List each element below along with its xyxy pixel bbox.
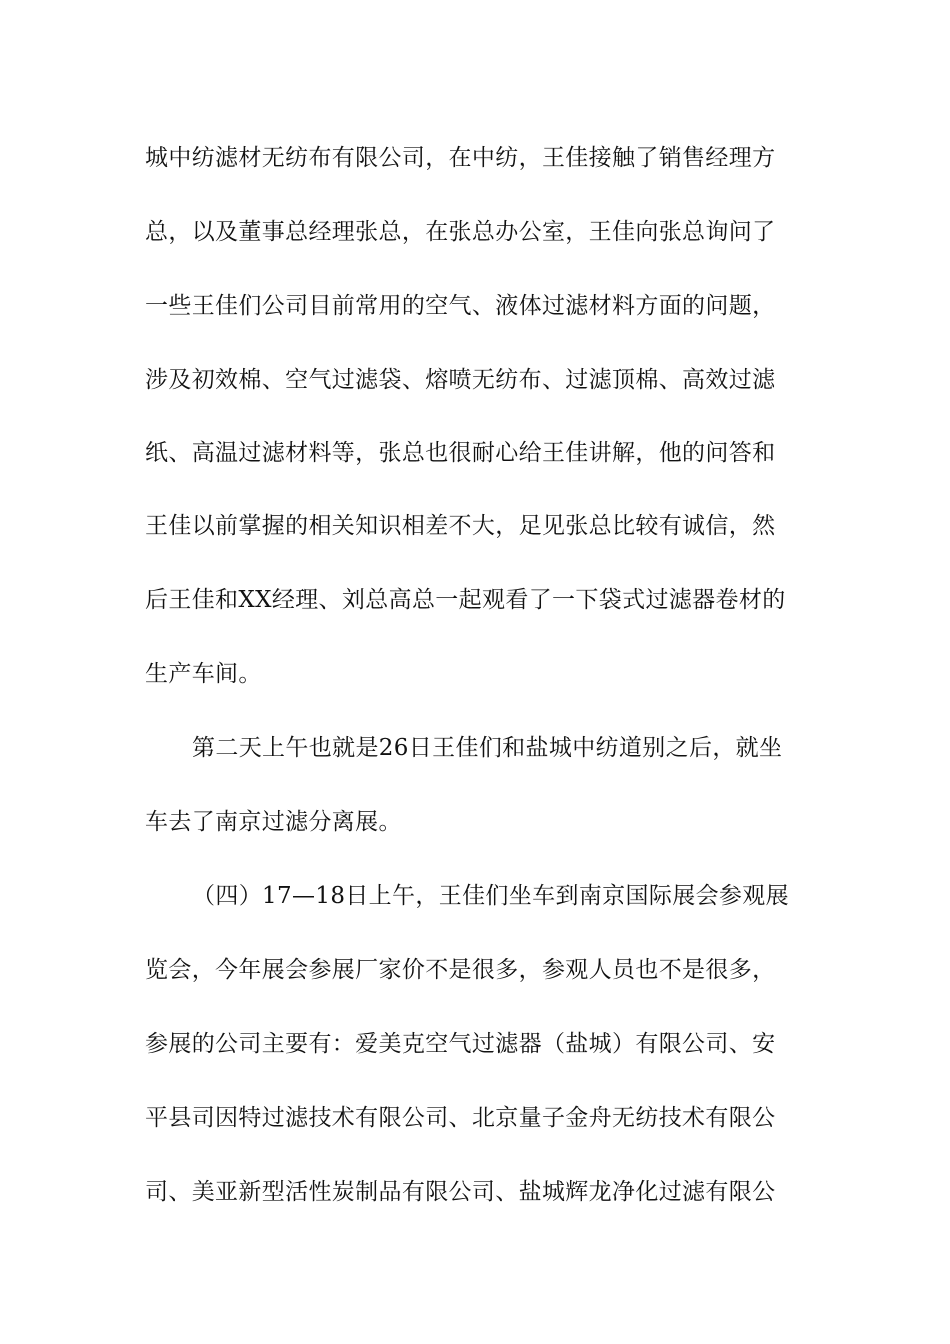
body-text-line: 一些王佳们公司目前常用的空气、液体过滤材料方面的问题，	[145, 293, 776, 319]
body-text-line: 览会，今年展会参展厂家价不是很多，参观人员也不是很多，	[145, 957, 776, 983]
body-text-line: 纸、高温过滤材料等，张总也很耐心给王佳讲解，他的问答和	[145, 440, 776, 466]
body-text-line: 参展的公司主要有：爱美克空气过滤器（盐城）有限公司、安	[145, 1031, 776, 1057]
body-text-line: 车去了南京过滤分离展。	[145, 809, 402, 835]
body-text-line: 平县司因特过滤技术有限公司、北京量子金舟无纺技术有限公	[145, 1105, 776, 1131]
body-text-line: 生产车间。	[145, 661, 262, 687]
body-text-line: 后王佳和XX经理、刘总高总一起观看了一下袋式过滤器卷材的	[145, 587, 786, 613]
body-text-line: 司、美亚新型活性炭制品有限公司、盐城辉龙净化过滤有限公	[145, 1179, 776, 1205]
body-text-line: 王佳以前掌握的相关知识相差不大，足见张总比较有诚信，然	[145, 513, 776, 539]
body-text-line: 城中纺滤材无纺布有限公司，在中纺，王佳接触了销售经理方	[145, 145, 776, 171]
body-text-line: 总，以及董事总经理张总，在张总办公室，王佳向张总询问了	[145, 219, 776, 245]
paragraph-first-line: 第二天上午也就是26日王佳们和盐城中纺道别之后，就坐	[192, 735, 783, 761]
paragraph-first-line: （四）17—18日上午，王佳们坐车到南京国际展会参观展	[192, 883, 789, 909]
body-text-line: 涉及初效棉、空气过滤袋、熔喷无纺布、过滤顶棉、高效过滤	[145, 367, 776, 393]
